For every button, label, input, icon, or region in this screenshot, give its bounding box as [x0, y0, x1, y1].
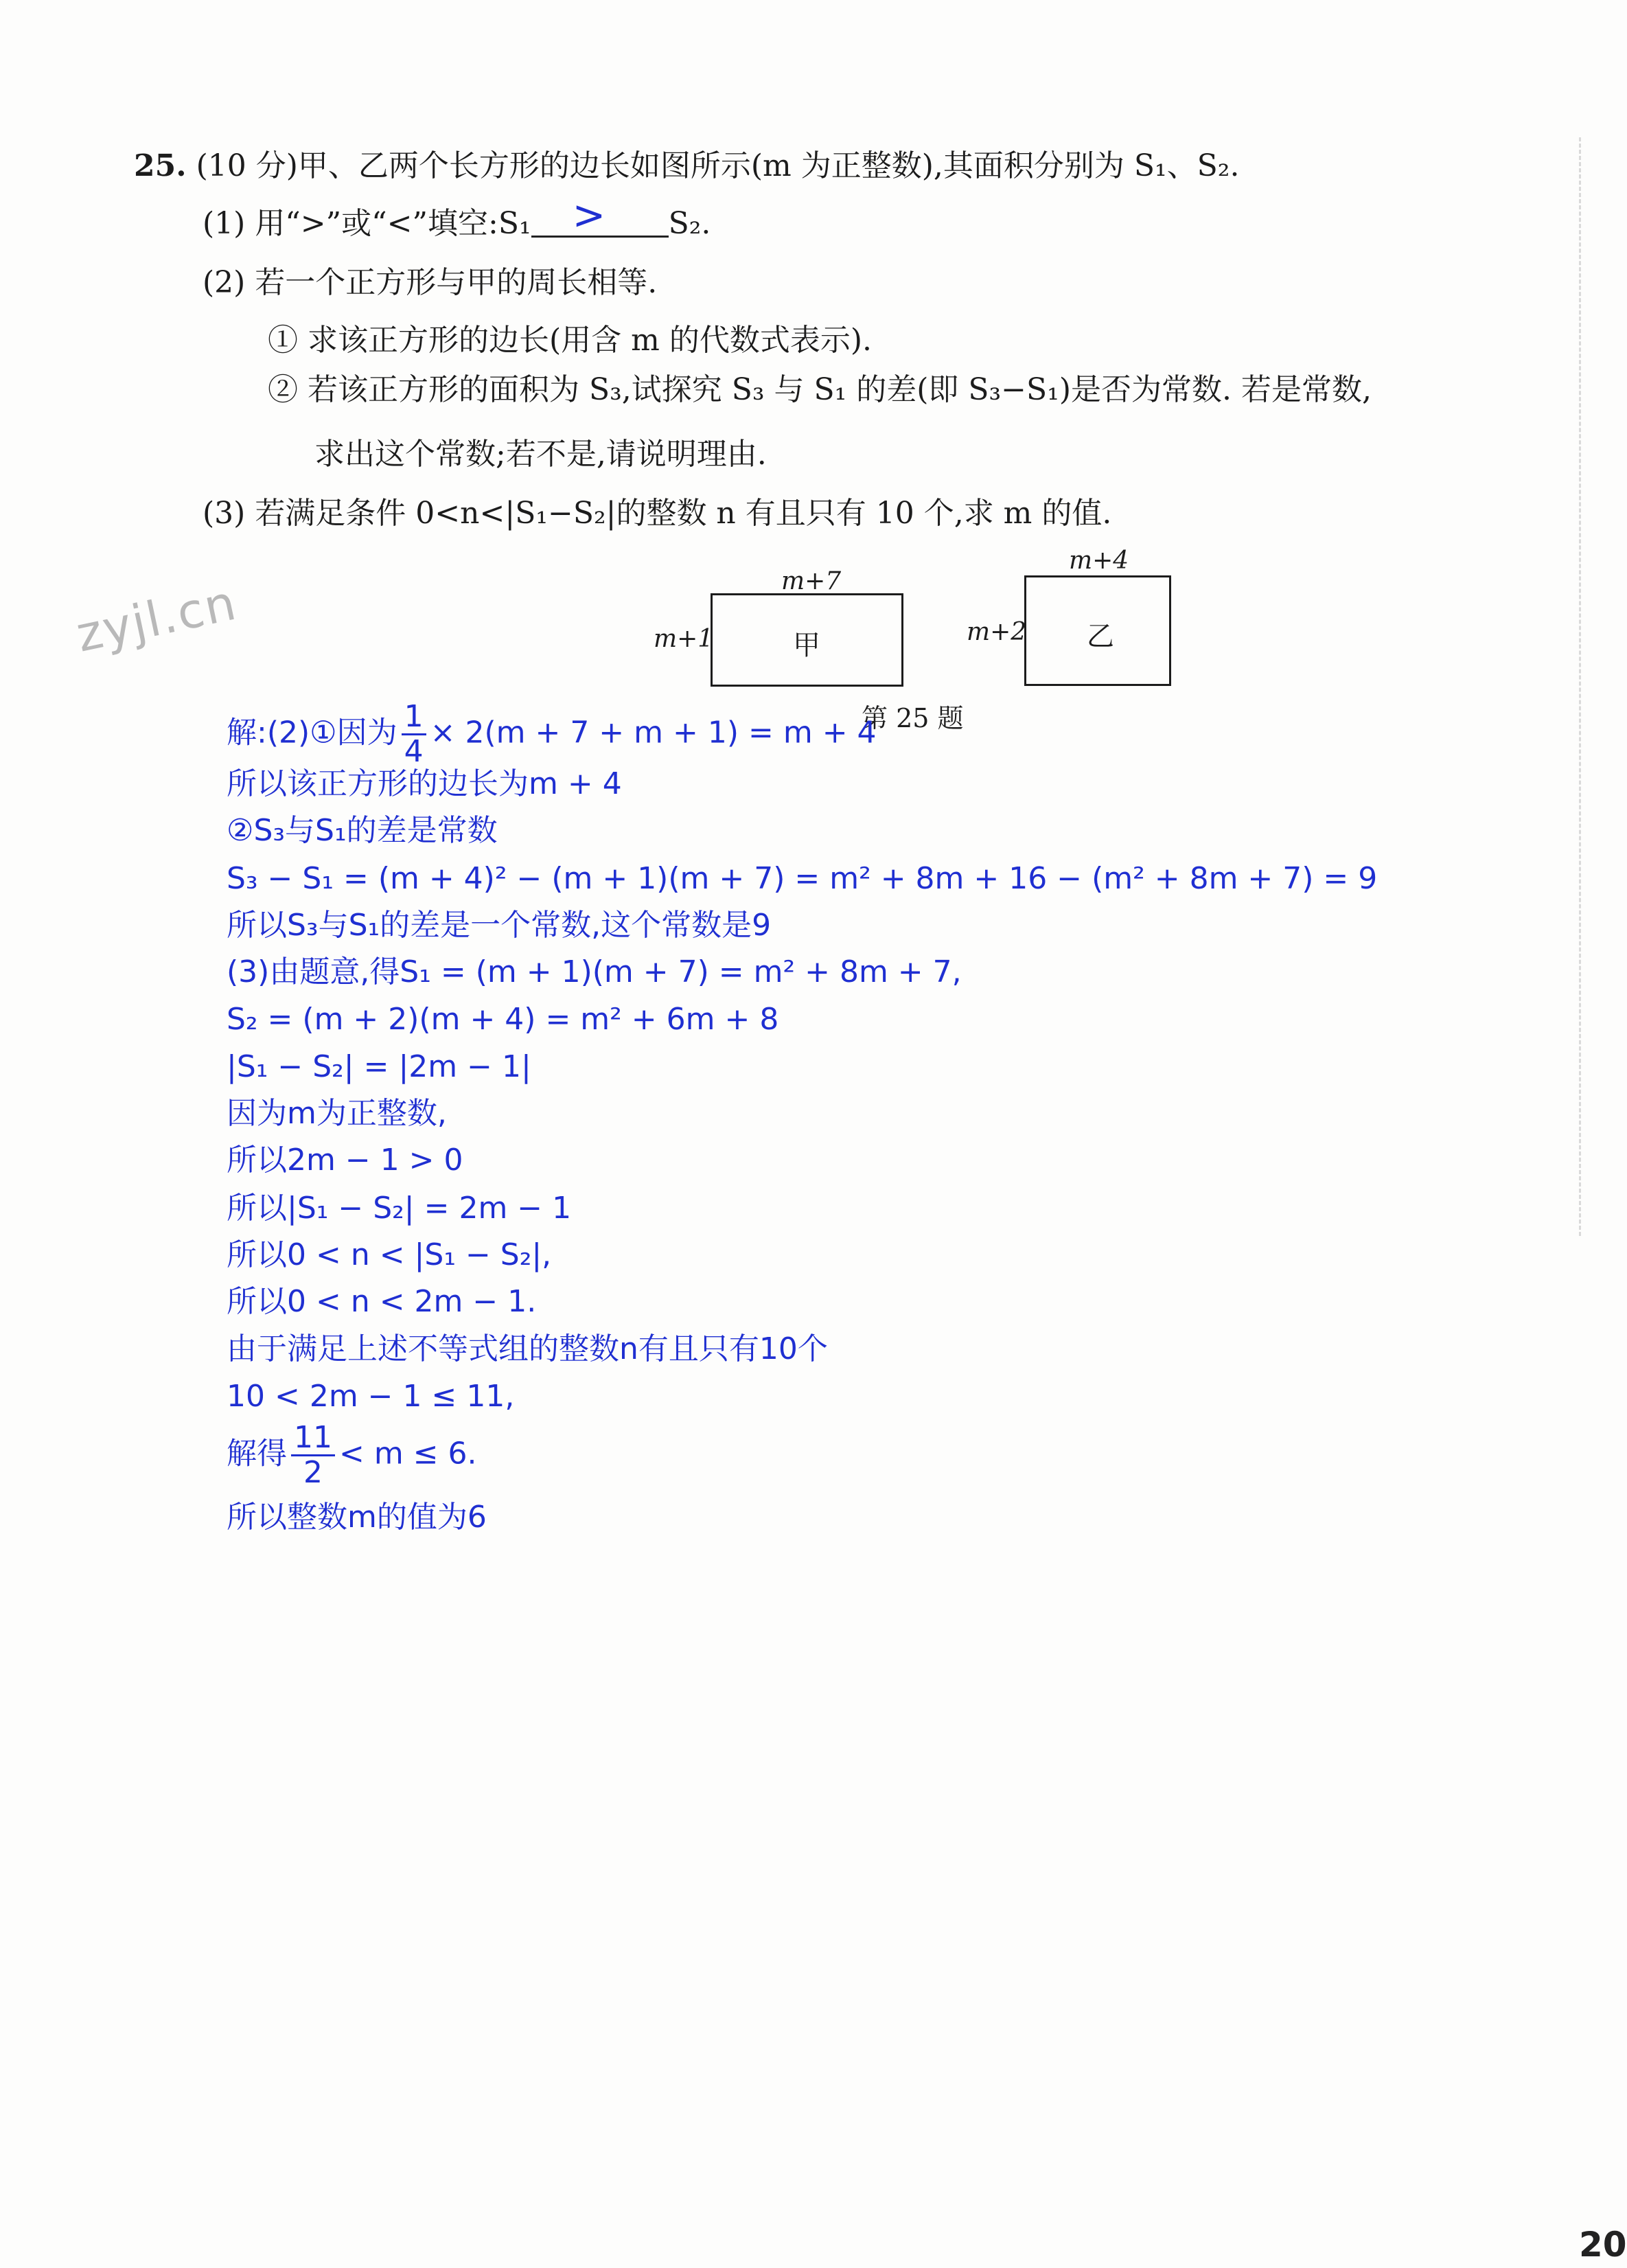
- solution-line-3: ②S₃与S₁的差是常数: [227, 813, 498, 848]
- question-part3: (3) 若满足条件 0<n<|S₁−S₂|的整数 n 有且只有 10 个,求 m 的值.: [203, 496, 1112, 531]
- watermark: zyjl.cn: [71, 574, 242, 663]
- fraction-denominator: 4: [404, 734, 424, 769]
- solution-line-14: 由于满足上述不等式组的整数n有且只有10个: [227, 1331, 828, 1366]
- fraction-numerator: 1: [402, 700, 426, 735]
- solution-line-5: 所以S₃与S₁的差是一个常数,这个常数是9: [227, 908, 772, 943]
- solution-line-4: S₃ − S₁ = (m + 4)² − (m + 1)(m + 7) = m² + 8m + 16 − (m² + 8m + 7) = 9: [227, 861, 1378, 896]
- rect-b-side-label: m+2: [967, 618, 1027, 646]
- part1-prefix: (1) 用“>”或“<”填空:S₁: [203, 206, 531, 241]
- rect-a-top-label: m+7: [781, 567, 842, 595]
- fraction-denominator: 2: [303, 1455, 323, 1490]
- page-edge-line: [1579, 137, 1583, 1236]
- rect-a-name: 甲: [793, 630, 820, 661]
- solution-line-12: 所以0 < n < |S₁ − S₂|,: [227, 1237, 552, 1272]
- solution-line-16: [227, 1421, 477, 1489]
- question-number: 25.: [134, 148, 187, 183]
- solution-line-8: |S₁ − S₂| = |2m − 1|: [227, 1049, 531, 1084]
- rect-a-side-label: m+1: [654, 625, 714, 653]
- solution-line-1: [227, 700, 877, 768]
- question-part2: (2) 若一个正方形与甲的周长相等.: [203, 265, 658, 300]
- question-intro: (10 分)甲、乙两个长方形的边长如图所示(m 为正整数),其面积分别为 S₁、S₂.: [196, 148, 1240, 183]
- solution-line-1-post: × 2(m + 7 + m + 1) = m + 4: [430, 715, 877, 751]
- fraction-numerator: 11: [291, 1421, 335, 1456]
- question-intro-line: [134, 146, 1239, 187]
- solution-line-7: S₂ = (m + 2)(m + 4) = m² + 6m + 8: [227, 1002, 779, 1037]
- rect-b-top-label: m+4: [1069, 547, 1129, 575]
- solution-line-11: 所以|S₁ − S₂| = 2m − 1: [227, 1191, 572, 1226]
- answer-mark: >: [572, 192, 606, 238]
- question-part2-2-line1: ② 若该正方形的面积为 S₃,试探究 S₃ 与 S₁ 的差(即 S₃−S₁)是否为常数. 若是常数,: [268, 372, 1372, 407]
- fraction-quarter: [402, 700, 426, 768]
- solution-line-17: 所以整数m的值为6: [227, 1500, 487, 1535]
- solution-line-16-post: < m ≤ 6.: [339, 1436, 477, 1471]
- part1-suffix: S₂.: [668, 206, 711, 241]
- figure-caption: 第 25 题: [862, 703, 964, 733]
- solution-line-9: 因为m为正整数,: [227, 1096, 447, 1131]
- solution-line-15: 10 < 2m − 1 ≤ 11,: [227, 1379, 515, 1414]
- answer-blank: [531, 192, 669, 238]
- page-number: 20: [1579, 2225, 1627, 2265]
- solution-line-2: 所以该正方形的边长为m + 4: [227, 766, 622, 801]
- question-part1: [203, 192, 711, 244]
- fraction-eleven-halves: [291, 1421, 335, 1489]
- question-part2-1: ① 求该正方形的边长(用含 m 的代数式表示).: [268, 323, 872, 358]
- question-part2-2-line2: 求出这个常数;若不是,请说明理由.: [314, 437, 767, 472]
- solution-line-10: 所以2m − 1 > 0: [227, 1143, 463, 1178]
- solution-line-1-pre: 解:(2)①因为: [227, 715, 397, 751]
- rect-b-name: 乙: [1087, 621, 1114, 652]
- solution-line-16-pre: 解得: [227, 1436, 287, 1471]
- solution-line-6: (3)由题意,得S₁ = (m + 1)(m + 7) = m² + 8m + 7,: [227, 954, 962, 989]
- solution-line-13: 所以0 < n < 2m − 1.: [227, 1284, 537, 1319]
